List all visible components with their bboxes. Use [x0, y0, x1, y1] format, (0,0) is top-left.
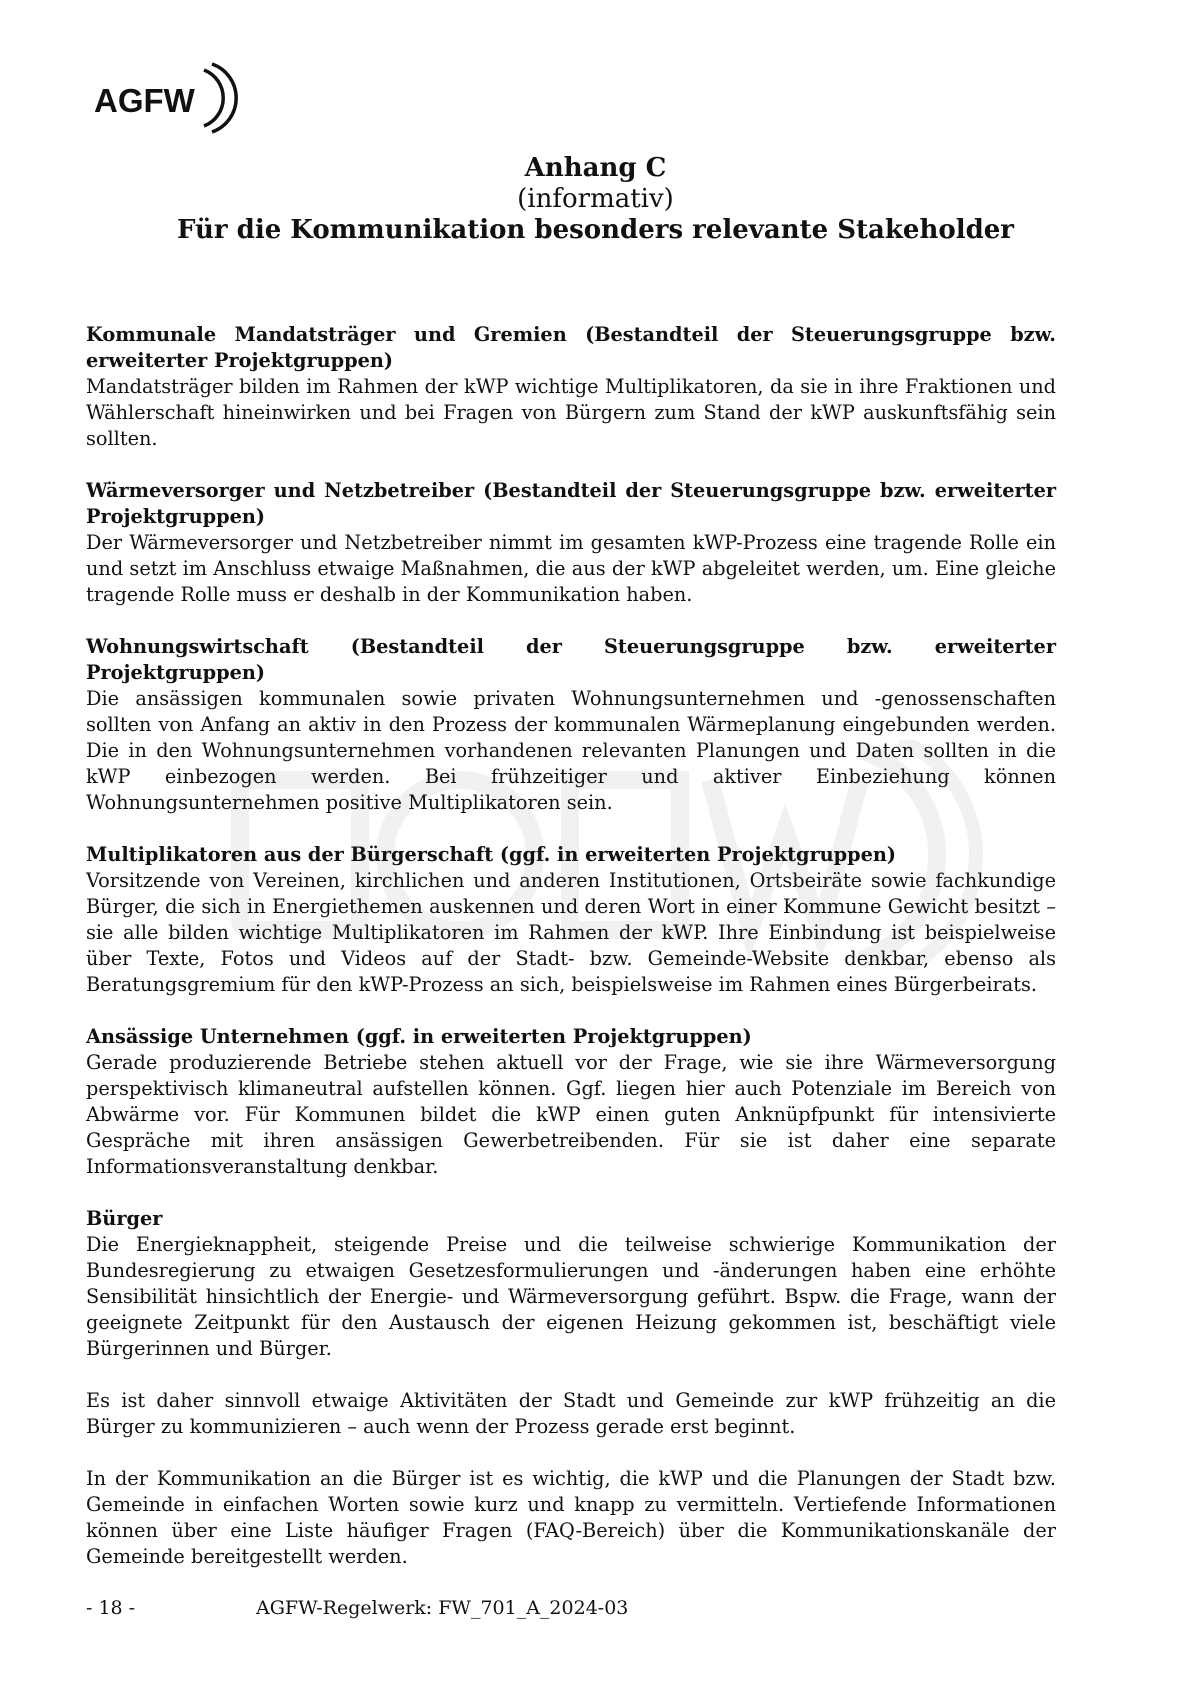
page-number: - 18 -	[86, 1597, 136, 1619]
stakeholder-section	[86, 478, 1056, 608]
agfw-logo	[92, 62, 244, 134]
annex-title: Anhang C	[524, 153, 667, 183]
annex-subtitle: (informativ)	[517, 184, 674, 214]
stakeholder-section	[86, 634, 1056, 816]
section-paragraph: Die ansässigen kommunalen sowie privaten Wohnungsunternehmen und -genossenschaften sollten von Anfang an aktiv in den Prozess der kommunalen Wärmeplanung eingebunden werden. Die in den Wohnungsunternehmen vorhandenen relevanten Planungen und Daten sollten in die kWP einbezogen werden. Bei frühzeitiger und aktiver Einbeziehung können Wohnungsunternehmen positive Multiplikatoren sein.	[86, 687, 1056, 814]
section-heading: Wohnungswirtschaft (Bestandteil der Steuerungsgruppe bzw. erweiterter Projektgruppen)	[86, 635, 1056, 684]
logo-text: AGFW	[94, 82, 195, 119]
stakeholder-section	[86, 1024, 1056, 1180]
section-paragraph: Die Energieknappheit, steigende Preise und die teilweise schwierige Kommunikation der Bundesregierung zu etwaigen Gesetzesformulierungen und -änderungen haben eine erhöhte Sensibilität hinsichtlich der Energie- und Wärmeversorgung geführt. Bspw. die Frage, wann der geeignete Zeitpunkt für den Austausch der eigenen Heizung gekommen ist, beschäftigt viele Bürgerinnen und Bürger.	[86, 1233, 1056, 1360]
page-title	[0, 152, 1191, 246]
section-paragraph: Vorsitzende von Vereinen, kirchlichen und anderen Institutionen, Ortsbeiräte sowie fachkundige Bürger, die sich in Energiethemen auskennen und deren Wort in einer Kommune Gewicht besitzt – sie alle bilden wichtige Multiplikatoren im Rahmen der kWP. Ihre Einbindung ist beispielweise über Texte, Fotos und Videos auf der Stadt- bzw. Gemeinde-Website denkbar, ebenso als Beratungsgremium für den kWP-Prozess an sich, beispielsweise im Rahmen eines Bürgerbeirats.	[86, 869, 1056, 996]
section-heading: Bürger	[86, 1207, 163, 1230]
section-heading: Wärmeversorger und Netzbetreiber (Bestandteil der Steuerungsgruppe bzw. erweiterter Projektgruppen)	[86, 479, 1056, 528]
section-paragraph: Es ist daher sinnvoll etwaige Aktivitäten der Stadt und Gemeinde zur kWP frühzeitig an die Bürger zu kommunizieren – auch wenn der Prozess gerade erst beginnt.	[86, 1389, 1056, 1438]
section-heading: Kommunale Mandatsträger und Gremien (Bestandteil der Steuerungsgruppe bzw. erweiterter Projektgruppen)	[86, 323, 1056, 372]
section-paragraph: In der Kommunikation an die Bürger ist es wichtig, die kWP und die Planungen der Stadt bzw. Gemeinde in einfachen Worten sowie kurz und knapp zu vermitteln. Vertiefende Informationen können über eine Liste häufiger Fragen (FAQ-Bereich) über die Kommunikationskanäle der Gemeinde bereitgestellt werden.	[86, 1467, 1056, 1568]
section-paragraph: Gerade produzierende Betriebe stehen aktuell vor der Frage, wie sie ihre Wärmeversorgung perspektivisch klimaneutral aufstellen können. Ggf. liegen hier auch Potenziale im Bereich von Abwärme vor. Für Kommunen bildet die kWP einen guten Anknüpfpunkt für intensivierte Gespräche mit ihren ansässigen Gewerbetreibenden. Für sie ist daher eine separate Informationsveranstaltung denkbar.	[86, 1051, 1056, 1178]
section-paragraph: Der Wärmeversorger und Netzbetreiber nimmt im gesamten kWP-Prozess eine tragende Rolle ein und setzt im Anschluss etwaige Maßnahmen, die aus der kWP abgeleitet werden, um. Eine gleiche tragende Rolle muss er deshalb in der Kommunikation haben.	[86, 531, 1056, 606]
stakeholder-section	[86, 1206, 1056, 1570]
annex-heading: Für die Kommunikation besonders relevante Stakeholder	[177, 215, 1014, 245]
document-body	[86, 322, 1056, 1596]
section-heading: Ansässige Unternehmen (ggf. in erweiterten Projektgruppen)	[86, 1025, 752, 1048]
document-reference: AGFW-Regelwerk: FW_701_A_2024-03	[256, 1597, 629, 1619]
stakeholder-section	[86, 322, 1056, 452]
stakeholder-section	[86, 842, 1056, 998]
section-paragraph: Mandatsträger bilden im Rahmen der kWP wichtige Multiplikatoren, da sie in ihre Fraktionen und Wählerschaft hineinwirken und bei Fragen von Bürgern zum Stand der kWP auskunftsfähig sein sollten.	[86, 375, 1056, 450]
section-heading: Multiplikatoren aus der Bürgerschaft (ggf. in erweiterten Projektgruppen)	[86, 843, 897, 866]
